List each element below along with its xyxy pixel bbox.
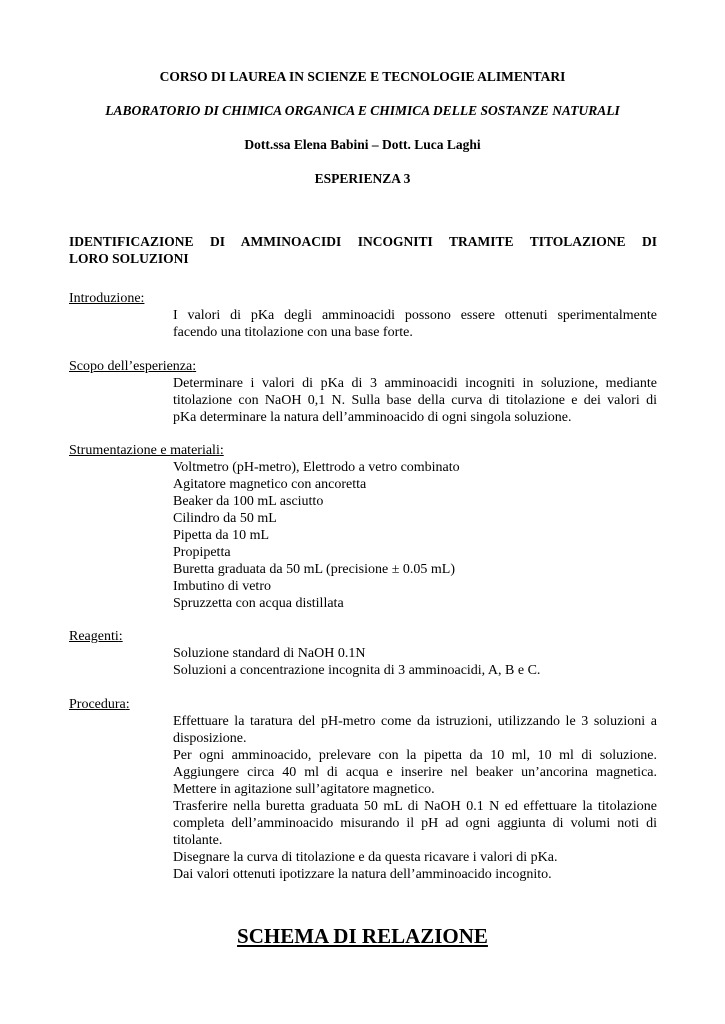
procedure-line: Effettuare la taratura del pH-metro come da istruzioni, utilizzando le 3 soluzioni a (173, 714, 657, 729)
list-item: Soluzione standard di NaOH 0.1N (173, 646, 366, 661)
section-label-intro-colon: : (140, 291, 145, 306)
procedure-line: titolante. (173, 833, 223, 848)
scope-line: titolazione con NaOH 0,1 N. Sulla base della curva di titolazione e dei valori di (173, 393, 657, 408)
list-item: Beaker da 100 mL asciutto (173, 494, 324, 509)
list-item: Imbutino di vetro (173, 579, 271, 594)
procedure-line: Aggiungere circa 40 ml di acqua e inserire nel beaker un’ancorina magnetica. (173, 765, 657, 780)
list-item: Spruzzetta con acqua distillata (173, 596, 344, 611)
list-item: Soluzioni a concentrazione incognita di 3 amminoacidi, A, B e C. (173, 663, 541, 678)
scope-line: Determinare i valori di pKa di 3 amminoacidi incogniti in soluzione, mediante (173, 376, 657, 391)
scope-text (173, 375, 657, 426)
section-label-procedure (69, 696, 130, 713)
section-label-intro-text: Introduzione (69, 291, 141, 306)
list-item: Propipetta (173, 545, 231, 560)
list-item: Agitatore magnetico con ancoretta (173, 477, 367, 492)
report-title (0, 924, 725, 948)
section-label-scope (69, 358, 196, 375)
tools-list (173, 459, 657, 612)
section-label-reagents-text: Reagenti (69, 629, 119, 644)
section-label-reagents-colon: : (118, 629, 123, 644)
list-item: Cilindro da 50 mL (173, 511, 277, 526)
main-title (69, 233, 657, 267)
section-label-intro (69, 290, 144, 307)
list-item: Buretta graduata da 50 mL (precisione ± 0.05 mL) (173, 562, 456, 577)
procedure-line: Trasferire nella buretta graduata 50 mL di NaOH 0.1 N ed effettuare la titolazione (173, 799, 657, 814)
list-item: Voltmetro (pH-metro), Elettrodo a vetro combinato (173, 460, 460, 475)
procedure-line: Disegnare la curva di titolazione e da questa ricavare i valori di pKa. (173, 850, 558, 865)
intro-line: I valori di pKa degli amminoacidi possono essere ottenuti sperimentalmente (173, 308, 657, 323)
section-label-procedure-colon: : (125, 697, 130, 712)
scope-line: pKa determinare la natura dell’amminoacido di ogni singola soluzione. (173, 410, 572, 425)
main-title-line-2: LORO SOLUZIONI (69, 251, 189, 266)
report-title-text: SCHEMA DI RELAZIONE (237, 924, 488, 948)
section-label-scope-colon: : (192, 359, 197, 374)
experience-number: ESPERIENZA 3 (314, 171, 411, 186)
section-label-scope-text: Scopo dell’esperienza (69, 359, 193, 374)
procedure-line: Per ogni amminoacido, prelevare con la pipetta da 10 ml, 10 ml di soluzione. (173, 748, 657, 763)
main-title-line-1: IDENTIFICAZIONE DI AMMINOACIDI INCOGNITI TRAMITE TITOLAZIONE DI (69, 234, 657, 249)
authors: Dott.ssa Elena Babini – Dott. Luca Laghi (244, 137, 481, 152)
intro-line: facendo una titolazione con una base forte. (173, 325, 413, 340)
list-item: Pipetta da 10 mL (173, 528, 270, 543)
section-label-tools (69, 442, 224, 459)
procedure-line: completa dell’amminoacido misurando il pH ad ogni aggiunta di volumi noti di (173, 816, 657, 831)
procedure-line: Dai valori ottenuti ipotizzare la natura dell’amminoacido incognito. (173, 867, 552, 882)
intro-text (173, 307, 657, 341)
procedure-line: Mettere in agitazione sull’agitatore magnetico. (173, 782, 435, 797)
section-label-reagents (69, 628, 123, 645)
section-label-procedure-text: Procedura (69, 697, 126, 712)
course-title: CORSO DI LAUREA IN SCIENZE E TECNOLOGIE ALIMENTARI (159, 69, 566, 84)
section-label-tools-text: Strumentazione e materiali (69, 443, 220, 458)
section-label-tools-colon: : (219, 443, 224, 458)
reagents-list (173, 645, 657, 679)
procedure-text (173, 713, 657, 883)
lab-title: LABORATORIO DI CHIMICA ORGANICA E CHIMICA DELLE SOSTANZE NATURALI (105, 103, 620, 118)
procedure-line: disposizione. (173, 731, 247, 746)
